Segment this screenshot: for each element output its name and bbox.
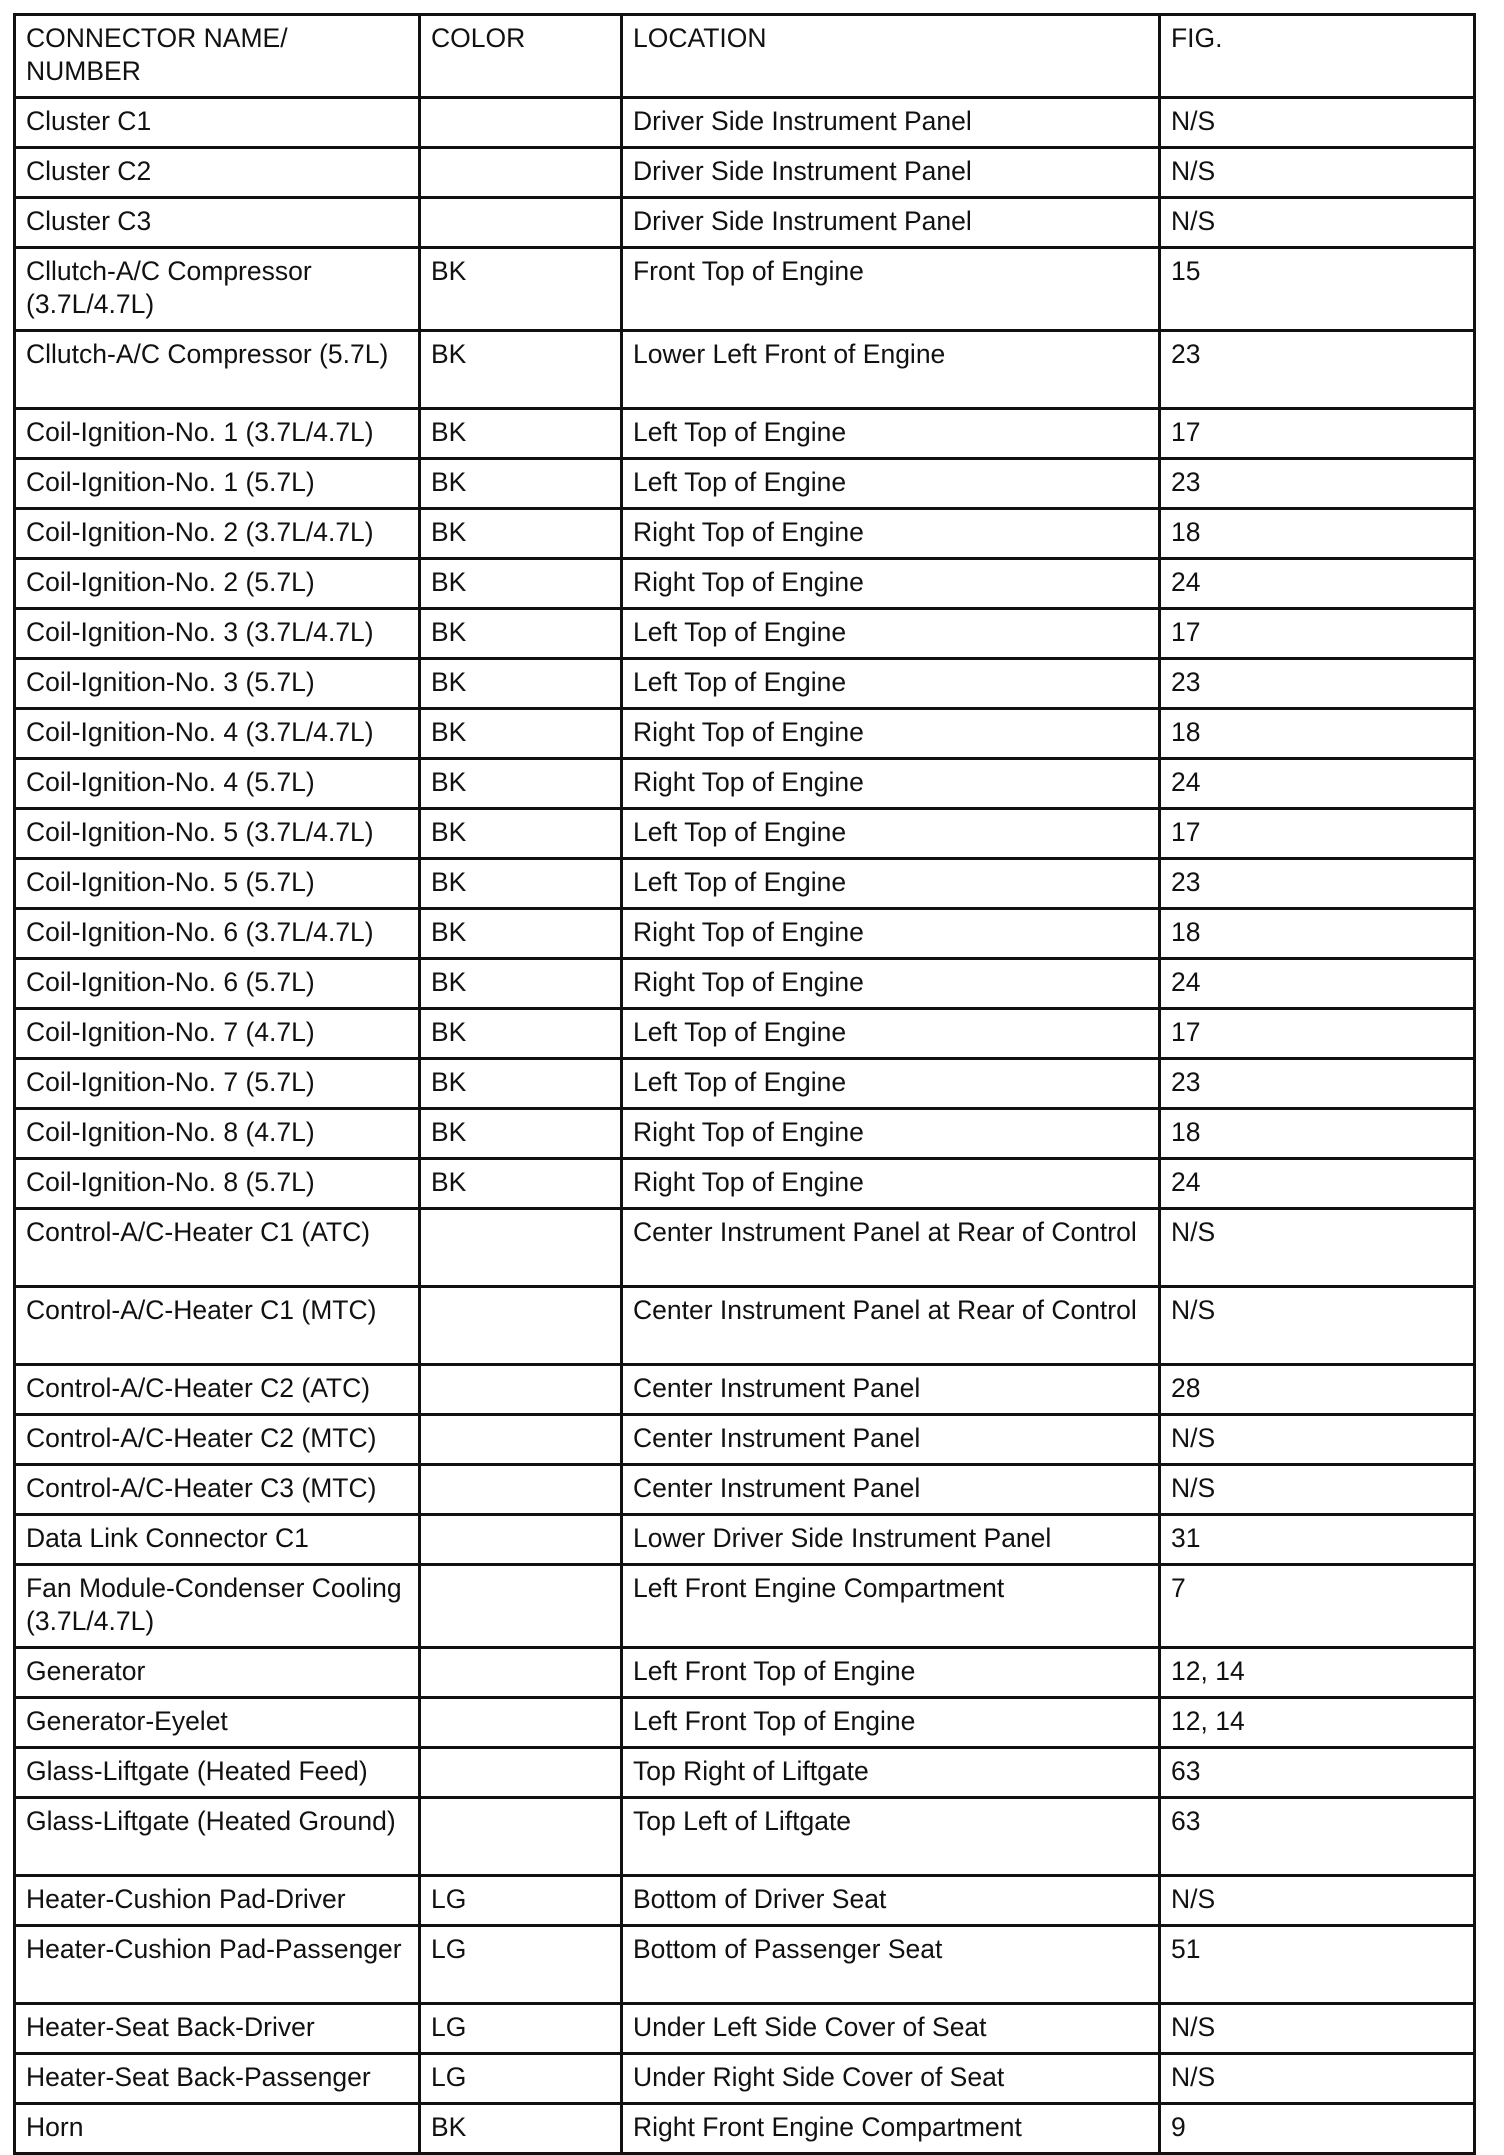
cell-location: Right Top of Engine: [622, 1109, 1160, 1159]
cell-location: Under Left Side Cover of Seat: [622, 2004, 1160, 2054]
cell-connector-name: Control-A/C-Heater C1 (ATC): [15, 1209, 420, 1287]
cell-color: BK: [420, 909, 622, 959]
table-row: [15, 1159, 1475, 1209]
cell-connector-name: Coil-Ignition-No. 8 (5.7L): [15, 1159, 420, 1209]
cell-fig: N/S: [1160, 98, 1475, 148]
table-row: [15, 1565, 1475, 1648]
cell-connector-name: Coil-Ignition-No. 5 (3.7L/4.7L): [15, 809, 420, 859]
table-row: [15, 1009, 1475, 1059]
cell-color: [420, 1415, 622, 1465]
cell-fig: 18: [1160, 509, 1475, 559]
cell-connector-name: Coil-Ignition-No. 6 (5.7L): [15, 959, 420, 1009]
cell-color: BK: [420, 559, 622, 609]
cell-color: BK: [420, 709, 622, 759]
cell-connector-name: Coil-Ignition-No. 4 (3.7L/4.7L): [15, 709, 420, 759]
header-connector-name: [15, 15, 420, 98]
cell-fig: 12, 14: [1160, 1648, 1475, 1698]
table-row: [15, 859, 1475, 909]
cell-connector-name: Control-A/C-Heater C1 (MTC): [15, 1287, 420, 1365]
table-row: [15, 709, 1475, 759]
cell-fig: N/S: [1160, 1287, 1475, 1365]
table-row: [15, 809, 1475, 859]
cell-location: Right Top of Engine: [622, 709, 1160, 759]
cell-location: Right Top of Engine: [622, 1159, 1160, 1209]
cell-fig: 24: [1160, 1159, 1475, 1209]
cell-connector-name: Coil-Ignition-No. 6 (3.7L/4.7L): [15, 909, 420, 959]
cell-connector-name: Fan Module-Condenser Cooling (3.7L/4.7L): [15, 1565, 420, 1648]
cell-fig: 24: [1160, 559, 1475, 609]
table-row: [15, 1287, 1475, 1365]
cell-location: Right Top of Engine: [622, 909, 1160, 959]
cell-fig: 63: [1160, 1798, 1475, 1876]
cell-fig: 23: [1160, 331, 1475, 409]
cell-connector-name: Coil-Ignition-No. 3 (5.7L): [15, 659, 420, 709]
cell-color: LG: [420, 1876, 622, 1926]
cell-connector-name: Cllutch-A/C Compressor (3.7L/4.7L): [15, 248, 420, 331]
table-row: [15, 248, 1475, 331]
cell-location: Left Top of Engine: [622, 809, 1160, 859]
cell-connector-name: Coil-Ignition-No. 1 (5.7L): [15, 459, 420, 509]
cell-connector-name: Heater-Cushion Pad-Passenger: [15, 1926, 420, 2004]
cell-fig: 23: [1160, 659, 1475, 709]
table-row: [15, 1926, 1475, 2004]
cell-fig: 28: [1160, 1365, 1475, 1415]
cell-connector-name: Coil-Ignition-No. 1 (3.7L/4.7L): [15, 409, 420, 459]
table-row: [15, 909, 1475, 959]
cell-color: LG: [420, 2054, 622, 2104]
cell-fig: 7: [1160, 1565, 1475, 1648]
cell-color: [420, 148, 622, 198]
cell-color: [420, 1209, 622, 1287]
cell-connector-name: Control-A/C-Heater C2 (MTC): [15, 1415, 420, 1465]
cell-color: BK: [420, 248, 622, 331]
connector-location-table: [13, 13, 1476, 2155]
cell-color: [420, 198, 622, 248]
cell-color: BK: [420, 331, 622, 409]
table-row: [15, 1059, 1475, 1109]
cell-fig: 17: [1160, 609, 1475, 659]
cell-color: [420, 1565, 622, 1648]
cell-fig: 12, 14: [1160, 1698, 1475, 1748]
table-row: [15, 98, 1475, 148]
header-location: LOCATION: [622, 15, 1160, 98]
cell-location: Top Right of Liftgate: [622, 1748, 1160, 1798]
cell-connector-name: Cluster C3: [15, 198, 420, 248]
cell-fig: 24: [1160, 959, 1475, 1009]
cell-location: Left Top of Engine: [622, 459, 1160, 509]
cell-connector-name: Coil-Ignition-No. 3 (3.7L/4.7L): [15, 609, 420, 659]
cell-connector-name: Glass-Liftgate (Heated Feed): [15, 1748, 420, 1798]
cell-color: BK: [420, 609, 622, 659]
cell-connector-name: Cluster C1: [15, 98, 420, 148]
cell-color: BK: [420, 2104, 622, 2154]
cell-fig: N/S: [1160, 2004, 1475, 2054]
table-row: [15, 1365, 1475, 1415]
table-row: [15, 509, 1475, 559]
cell-color: [420, 1515, 622, 1565]
cell-connector-name: Heater-Seat Back-Passenger: [15, 2054, 420, 2104]
cell-fig: 63: [1160, 1748, 1475, 1798]
table-row: [15, 559, 1475, 609]
cell-fig: 9: [1160, 2104, 1475, 2154]
cell-color: [420, 98, 622, 148]
cell-location: Left Front Top of Engine: [622, 1648, 1160, 1698]
table-row: [15, 1648, 1475, 1698]
cell-location: Right Top of Engine: [622, 509, 1160, 559]
cell-connector-name: Coil-Ignition-No. 2 (3.7L/4.7L): [15, 509, 420, 559]
cell-connector-name: Horn: [15, 2104, 420, 2154]
cell-color: [420, 1748, 622, 1798]
cell-location: Left Top of Engine: [622, 859, 1160, 909]
header-color: COLOR: [420, 15, 622, 98]
cell-connector-name: Control-A/C-Heater C2 (ATC): [15, 1365, 420, 1415]
cell-fig: 17: [1160, 409, 1475, 459]
cell-color: BK: [420, 1159, 622, 1209]
cell-connector-name: Coil-Ignition-No. 8 (4.7L): [15, 1109, 420, 1159]
cell-location: Top Left of Liftgate: [622, 1798, 1160, 1876]
cell-location: Center Instrument Panel at Rear of Control: [622, 1287, 1160, 1365]
table-row: [15, 1109, 1475, 1159]
cell-fig: N/S: [1160, 1209, 1475, 1287]
table-row: [15, 659, 1475, 709]
cell-fig: N/S: [1160, 148, 1475, 198]
cell-fig: 23: [1160, 459, 1475, 509]
cell-location: Driver Side Instrument Panel: [622, 98, 1160, 148]
cell-color: BK: [420, 509, 622, 559]
cell-connector-name: Coil-Ignition-No. 4 (5.7L): [15, 759, 420, 809]
cell-connector-name: Control-A/C-Heater C3 (MTC): [15, 1465, 420, 1515]
header-connector-name-line2: NUMBER: [26, 56, 141, 86]
cell-fig: 51: [1160, 1926, 1475, 2004]
cell-location: Left Top of Engine: [622, 659, 1160, 709]
cell-connector-name: Data Link Connector C1: [15, 1515, 420, 1565]
table-row: [15, 1415, 1475, 1465]
table-row: [15, 2054, 1475, 2104]
cell-connector-name: Generator-Eyelet: [15, 1698, 420, 1748]
cell-fig: 17: [1160, 809, 1475, 859]
cell-location: Right Top of Engine: [622, 759, 1160, 809]
table-row: [15, 331, 1475, 409]
cell-fig: N/S: [1160, 1415, 1475, 1465]
cell-fig: 18: [1160, 1109, 1475, 1159]
cell-fig: N/S: [1160, 198, 1475, 248]
cell-fig: 15: [1160, 248, 1475, 331]
cell-location: Center Instrument Panel: [622, 1415, 1160, 1465]
cell-color: [420, 1465, 622, 1515]
cell-fig: 23: [1160, 859, 1475, 909]
cell-color: BK: [420, 409, 622, 459]
cell-color: [420, 1648, 622, 1698]
cell-connector-name: Coil-Ignition-No. 7 (4.7L): [15, 1009, 420, 1059]
table-row: [15, 759, 1475, 809]
cell-connector-name: Heater-Seat Back-Driver: [15, 2004, 420, 2054]
cell-location: Left Top of Engine: [622, 1059, 1160, 1109]
cell-color: BK: [420, 659, 622, 709]
table-row: [15, 1876, 1475, 1926]
cell-color: LG: [420, 1926, 622, 2004]
cell-connector-name: Heater-Cushion Pad-Driver: [15, 1876, 420, 1926]
cell-fig: 17: [1160, 1009, 1475, 1059]
table-row: [15, 148, 1475, 198]
header-fig: FIG.: [1160, 15, 1475, 98]
table-row: [15, 1798, 1475, 1876]
cell-location: Left Top of Engine: [622, 1009, 1160, 1059]
cell-connector-name: Coil-Ignition-No. 7 (5.7L): [15, 1059, 420, 1109]
cell-fig: 31: [1160, 1515, 1475, 1565]
cell-fig: 24: [1160, 759, 1475, 809]
cell-location: Center Instrument Panel at Rear of Control: [622, 1209, 1160, 1287]
cell-location: Right Top of Engine: [622, 959, 1160, 1009]
table-row: [15, 1515, 1475, 1565]
cell-color: BK: [420, 1059, 622, 1109]
table-row: [15, 959, 1475, 1009]
table-row: [15, 459, 1475, 509]
cell-connector-name: Cllutch-A/C Compressor (5.7L): [15, 331, 420, 409]
cell-color: LG: [420, 2004, 622, 2054]
header-connector-name-line1: CONNECTOR NAME/: [26, 23, 288, 53]
cell-color: BK: [420, 809, 622, 859]
table-row: [15, 1698, 1475, 1748]
cell-connector-name: Generator: [15, 1648, 420, 1698]
cell-color: [420, 1365, 622, 1415]
cell-location: Left Front Engine Compartment: [622, 1565, 1160, 1648]
cell-connector-name: Cluster C2: [15, 148, 420, 198]
cell-location: Right Top of Engine: [622, 559, 1160, 609]
cell-fig: N/S: [1160, 1465, 1475, 1515]
cell-location: Bottom of Driver Seat: [622, 1876, 1160, 1926]
cell-location: Center Instrument Panel: [622, 1365, 1160, 1415]
cell-location: Driver Side Instrument Panel: [622, 198, 1160, 248]
cell-location: Right Front Engine Compartment: [622, 2104, 1160, 2154]
cell-color: [420, 1287, 622, 1365]
cell-connector-name: Coil-Ignition-No. 2 (5.7L): [15, 559, 420, 609]
cell-fig: 18: [1160, 709, 1475, 759]
table-row: [15, 409, 1475, 459]
cell-color: [420, 1798, 622, 1876]
cell-location: Front Top of Engine: [622, 248, 1160, 331]
cell-color: BK: [420, 459, 622, 509]
cell-location: Under Right Side Cover of Seat: [622, 2054, 1160, 2104]
cell-location: Center Instrument Panel: [622, 1465, 1160, 1515]
cell-fig: 18: [1160, 909, 1475, 959]
cell-fig: N/S: [1160, 2054, 1475, 2104]
cell-location: Driver Side Instrument Panel: [622, 148, 1160, 198]
table-row: [15, 1748, 1475, 1798]
header-row: [15, 15, 1475, 98]
cell-connector-name: Coil-Ignition-No. 5 (5.7L): [15, 859, 420, 909]
cell-location: Lower Driver Side Instrument Panel: [622, 1515, 1160, 1565]
cell-color: BK: [420, 959, 622, 1009]
cell-fig: 23: [1160, 1059, 1475, 1109]
cell-location: Left Top of Engine: [622, 609, 1160, 659]
table-row: [15, 2104, 1475, 2154]
cell-color: BK: [420, 759, 622, 809]
table-row: [15, 609, 1475, 659]
cell-color: BK: [420, 859, 622, 909]
cell-color: [420, 1698, 622, 1748]
cell-location: Left Top of Engine: [622, 409, 1160, 459]
cell-connector-name: Glass-Liftgate (Heated Ground): [15, 1798, 420, 1876]
table-row: [15, 1209, 1475, 1287]
cell-location: Bottom of Passenger Seat: [622, 1926, 1160, 2004]
cell-location: Lower Left Front of Engine: [622, 331, 1160, 409]
cell-color: BK: [420, 1009, 622, 1059]
table-row: [15, 2004, 1475, 2054]
cell-color: BK: [420, 1109, 622, 1159]
cell-fig: N/S: [1160, 1876, 1475, 1926]
cell-location: Left Front Top of Engine: [622, 1698, 1160, 1748]
table-row: [15, 1465, 1475, 1515]
table-row: [15, 198, 1475, 248]
